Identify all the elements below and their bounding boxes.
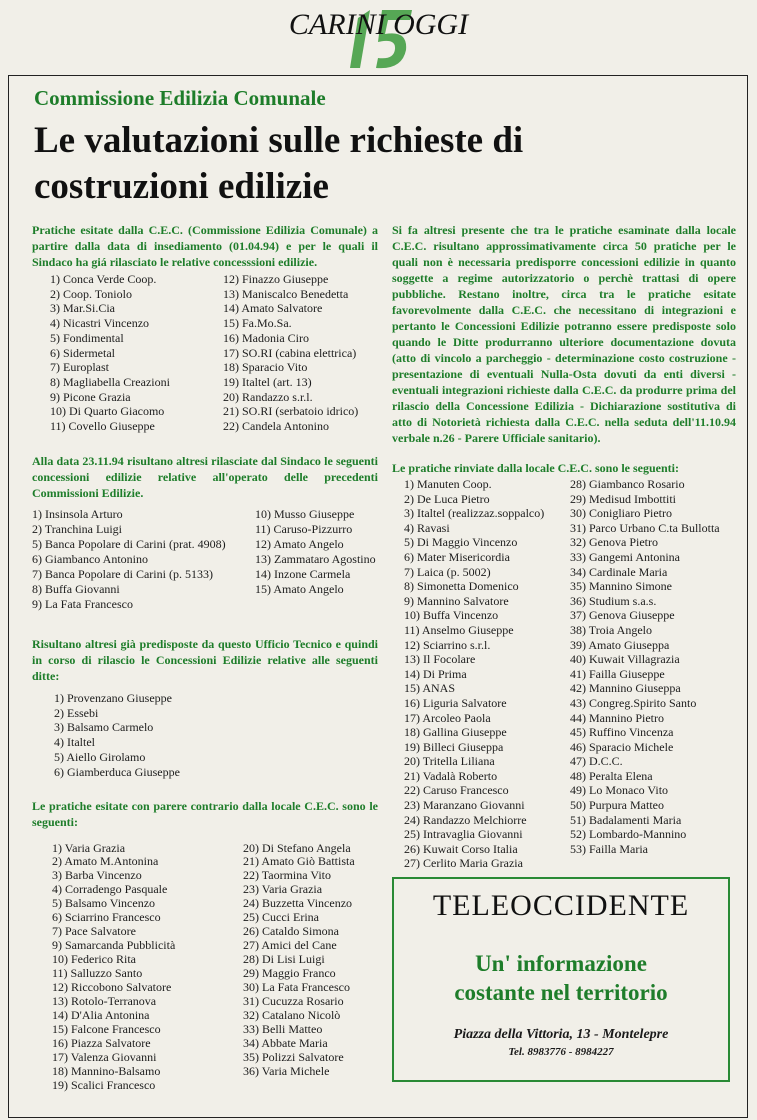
list-item: 33) Belli Matteo (243, 1021, 323, 1036)
list-item: 10) Di Quarto Giacomo (50, 404, 165, 419)
list-item: 43) Congreg.Spirito Santo (570, 695, 697, 710)
article-title: Le valutazioni sulle richieste di costruzioni edilizie (34, 120, 524, 207)
list-item: 29) Maggio Franco (243, 966, 336, 981)
list-item: 34) Abbate Maria (243, 1035, 328, 1050)
list-item: 4) Ravasi (404, 520, 450, 535)
list-column (223, 272, 358, 434)
list-item: 5) Fondimental (50, 330, 124, 345)
list-item: 16) Piazza Salvatore (52, 1035, 151, 1050)
list-item: 25) Cucci Erina (243, 910, 319, 925)
masthead-logo (0, 2, 757, 72)
list-item: 7) Laica (p. 5002) (404, 564, 491, 579)
section-2-list (32, 507, 378, 612)
list-item: 50) Purpura Matteo (570, 798, 664, 813)
list-item: 14) Di Prima (404, 666, 467, 681)
list-item: 18) Mannino-Balsamo (52, 1063, 161, 1078)
list-item: 31) Cucuzza Rosario (243, 994, 344, 1008)
list-item: 14) Amato Salvatore (223, 301, 323, 316)
list-item: 16) Liguria Salvatore (404, 695, 507, 710)
list-item: 28) Giambanco Rosario (570, 477, 685, 491)
list-item: 12) Riccobono Salvatore (52, 980, 172, 995)
section-6-heading: Le pratiche rinviate dalla locale C.E.C. sono le seguenti: (392, 461, 679, 475)
list-item: 11) Anselmo Giuseppe (404, 622, 514, 637)
list-item: 8) Buffa Giovanni (32, 581, 120, 596)
list-item: 44) Mannino Pietro (570, 710, 664, 725)
list-item: 12) Sciarrino s.r.l. (404, 637, 491, 652)
list-item: 28) Di Lisi Luigi (243, 952, 325, 967)
list-item: 22) Candela Antonino (223, 419, 329, 434)
list-item: 20) Di Stefano Angela (243, 840, 351, 855)
list-item: 52) Lombardo-Mannino (570, 827, 687, 842)
list-item: 34) Cardinale Maria (570, 564, 668, 579)
list-item: 6) Sciarrino Francesco (52, 910, 161, 925)
list-item: 15) Falcone Francesco (52, 1021, 161, 1036)
list-column (255, 507, 376, 612)
list-item: 17) SO.RI (cabina elettrica) (223, 345, 357, 360)
list-item: 8) Simonetta Domenico (404, 579, 519, 594)
list-item: 18) Sparacio Vito (223, 360, 308, 375)
list-item: 10) Buffa Vincenzo (404, 608, 499, 623)
section-1-list (50, 272, 378, 434)
advert-slogan-line-1: Un' informazione (475, 951, 647, 977)
list-item: 41) Failla Giuseppe (570, 666, 665, 681)
list-item: 38) Troia Angelo (570, 622, 653, 637)
list-item: 31) Parco Urbano C.ta Bullotta (570, 520, 720, 535)
list-item: 9) Mannino Salvatore (404, 593, 509, 608)
list-item: 14) Inzone Carmela (255, 566, 351, 581)
list-item: 15) Amato Angelo (255, 581, 344, 596)
list-column (404, 477, 562, 871)
list-item: 12) Finazzo Giuseppe (223, 272, 329, 286)
list-item: 24) Buzzetta Vincenzo (243, 896, 353, 911)
section-2-heading: Alla data 23.11.94 risultano altresi rilasciate dal Sindaco le seguenti concessioni edilizie relative all'operato delle precedenti Commissioni Edilizie. (32, 453, 378, 500)
list-item: 15) Fa.Mo.Sa. (223, 316, 292, 331)
list-item: 1) Manuten Coop. (404, 477, 492, 491)
advert-slogan (394, 949, 728, 1007)
list-item: 19) Italtel (art. 13) (223, 374, 312, 389)
list-item: 32) Catalano Nicolò (243, 1007, 341, 1022)
list-item: 6) Sidermetal (50, 345, 115, 360)
list-item: 7) Pace Salvatore (52, 924, 136, 939)
list-item: 30) Conigliaro Pietro (570, 506, 672, 521)
list-item: 23) Maranzano Giovanni (404, 798, 525, 813)
list-item: 13) Rotolo-Terranova (52, 994, 157, 1008)
list-column (54, 691, 180, 780)
list-item: 37) Genova Giuseppe (570, 608, 675, 623)
list-item: 35) Polizzi Salvatore (243, 1049, 344, 1064)
list-item: 29) Medisud Imbottiti (570, 491, 676, 506)
list-item: 6) Giamberduca Giuseppe (54, 764, 180, 779)
list-item: 48) Peralta Elena (570, 768, 653, 783)
advert-address: Piazza della Vittoria, 13 - Montelepre (453, 1027, 669, 1043)
list-item: 2) Coop. Toniolo (50, 286, 132, 301)
section-3-list (54, 691, 378, 780)
list-item: 11) Covello Giuseppe (50, 419, 155, 434)
list-item: 7) Europlast (50, 360, 109, 375)
list-item: 12) Amato Angelo (255, 536, 344, 551)
list-item: 17) Arcoleo Paola (404, 710, 491, 725)
list-item: 2) Tranchina Luigi (32, 521, 122, 536)
cec-notice-paragraph: Si fa altresi presente che tra le pratiche esaminate dalla locale C.E.C. risultano approssimativamente circa 50 pratiche per le quali non è necessaria predisporre concessioni edilizie in quanto soggette a regime autorizzatorio o perchè trattasi di opere pubbliche. Restano inoltre, circa tra le pratiche esitate favorevolmente dalla C.E.C. che necessitano di integrazioni e pertanto le Concessioni Edilizie potranno essere predisposte solo quando le Ditte produrranno ulteriore documentazione dovuta (atto di vincolo a parcheggio - determinazione costo costruzione - presentazione di eventuali Nulla-Osta dovuti da enti diversi - eventuali integrazioni richieste dalla C.E.C. da produrre prima del rilascio della Concessione Edilizia - Dichiarazione sostitutiva di atto di Notorietà richiesta dalla C.E.C. nella seduta dell'11.10.94 verbale n.26 - Parere Ufficiale sanitario). (392, 223, 736, 445)
list-item: 2) De Luca Pietro (404, 491, 490, 506)
advert-phone: Tel. 8983776 - 8984227 (508, 1046, 614, 1059)
list-item: 11) Caruso-Pizzurro (255, 521, 353, 536)
list-item: 3) Balsamo Carmelo (54, 720, 154, 735)
list-item: 10) Musso Giuseppe (255, 506, 355, 521)
list-item: 40) Kuwait Villagrazia (570, 652, 680, 667)
list-item: 53) Failla Maria (570, 841, 648, 856)
list-item: 26) Kuwait Corso Italia (404, 841, 518, 856)
list-item: 13) Maniscalco Benedetta (223, 286, 349, 301)
list-item: 30) La Fata Francesco (243, 980, 350, 995)
list-item: 45) Ruffino Vincenza (570, 725, 674, 740)
list-column (50, 272, 215, 434)
list-item: 17) Valenza Giovanni (52, 1049, 157, 1064)
list-item: 32) Genova Pietro (570, 535, 658, 550)
list-item: 47) D.C.C. (570, 754, 623, 769)
list-item: 13) Il Focolare (404, 652, 476, 667)
list-item: 13) Zammataro Agostino (255, 551, 376, 566)
list-item: 33) Gangemi Antonina (570, 549, 680, 564)
list-item: 19) Billeci Giuseppa (404, 739, 504, 754)
list-item: 6) Giambanco Antonino (32, 551, 148, 566)
list-item: 5) Di Maggio Vincenzo (404, 535, 518, 550)
list-item: 3) Italtel (realizzaz.soppalco) (404, 506, 545, 521)
article-kicker: Commissione Edilizia Comunale (34, 86, 326, 110)
list-item: 9) Samarcanda Pubblicità (52, 938, 176, 953)
list-item: 1) Conca Verde Coop. (50, 272, 157, 286)
left-column (32, 222, 378, 1093)
list-item: 18) Gallina Giuseppe (404, 725, 507, 740)
list-item: 35) Mannino Simone (570, 579, 672, 594)
list-item: 5) Banca Popolare di Carini (prat. 4908) (32, 536, 226, 551)
section-1-heading: Pratiche esitate dalla C.E.C. (Commissione Edilizia Comunale) a partire dalla data di insediamento (01.04.94) e per le quali il Sindaco ha giá rilasciato le relative concesssioni edilizie. (32, 223, 378, 269)
list-item: 5) Aiello Girolamo (54, 749, 146, 764)
list-item: 21) SO.RI (serbatoio idrico) (223, 404, 359, 419)
list-item: 8) Magliabella Creazioni (50, 374, 170, 389)
list-item: 23) Varia Grazia (243, 882, 323, 897)
list-item: 3) Barba Vincenzo (52, 868, 142, 883)
list-item: 19) Scalici Francesco (52, 1077, 156, 1092)
list-item: 24) Randazzo Melchiorre (404, 812, 527, 827)
list-item: 15) ANAS (404, 681, 456, 696)
list-column (32, 507, 247, 612)
list-item: 7) Banca Popolare di Carini (p. 5133) (32, 566, 213, 581)
list-item: 14) D'Alia Antonina (52, 1007, 150, 1022)
advert-slogan-line-2: costante nel territorio (454, 980, 668, 1006)
list-item: 27) Cerlito Maria Grazia (404, 856, 523, 871)
section-4-list (52, 842, 378, 1093)
list-item: 2) Essebi (54, 705, 99, 720)
list-item: 21) Vadalà Roberto (404, 768, 498, 783)
list-item: 11) Salluzzo Santo (52, 966, 143, 981)
right-column (392, 222, 736, 1082)
list-item: 39) Amato Giuseppa (570, 637, 670, 652)
list-item: 3) Mar.Si.Cia (50, 301, 115, 316)
list-item: 27) Amici del Cane (243, 938, 337, 953)
list-item: 1) Provenzano Giuseppe (54, 690, 172, 705)
list-item: 21) Amato Giò Battista (243, 854, 355, 869)
list-item: 2) Amato M.Antonina (52, 854, 159, 869)
list-item: 20) Tritella Liliana (404, 754, 495, 769)
teleoccidente-advert (392, 877, 730, 1082)
list-item: 4) Italtel (54, 735, 95, 750)
list-item: 4) Corradengo Pasquale (52, 882, 168, 897)
list-item: 10) Federico Rita (52, 952, 136, 967)
list-item: 22) Caruso Francesco (404, 783, 509, 798)
list-item: 26) Cataldo Simona (243, 924, 339, 939)
list-column (570, 477, 720, 871)
section-6-list (404, 477, 736, 871)
list-item: 16) Madonia Ciro (223, 330, 309, 345)
list-item: 1) Varia Grazia (52, 840, 126, 855)
advert-brand: TELEOCCIDENTE (432, 889, 690, 923)
list-item: 4) Nicastri Vincenzo (50, 316, 150, 331)
list-item: 5) Balsamo Vincenzo (52, 896, 156, 911)
list-item: 22) Taormina Vito (243, 868, 331, 883)
list-column (243, 842, 355, 1093)
list-item: 20) Randazzo s.r.l. (223, 389, 313, 404)
list-column (52, 842, 235, 1093)
list-item: 9) La Fata Francesco (32, 596, 133, 611)
list-item: 6) Mater Misericordia (404, 549, 510, 564)
section-3-heading: Risultano altresi già predisposte da questo Ufficio Tecnico e quindi in corso di rilascio le Concessioni Edilizie relative alle seguenti ditte: (32, 636, 378, 683)
list-item: 36) Varia Michele (243, 1063, 330, 1078)
list-item: 51) Badalamenti Maria (570, 812, 682, 827)
list-item: 36) Studium s.a.s. (570, 593, 657, 608)
list-item: 42) Mannino Giuseppa (570, 681, 681, 696)
list-item: 49) Lo Monaco Vito (570, 783, 669, 798)
list-item: 25) Intravaglia Giovanni (404, 827, 523, 842)
list-item: 46) Sparacio Michele (570, 739, 674, 754)
newspaper-name: CARINI OGGI (288, 8, 469, 41)
section-4-heading: Le pratiche esitate con parere contrario dalla locale C.E.C. sono le seguenti: (32, 798, 378, 829)
list-item: 1) Insinsola Arturo (32, 506, 123, 521)
list-item: 9) Picone Grazia (50, 389, 131, 404)
